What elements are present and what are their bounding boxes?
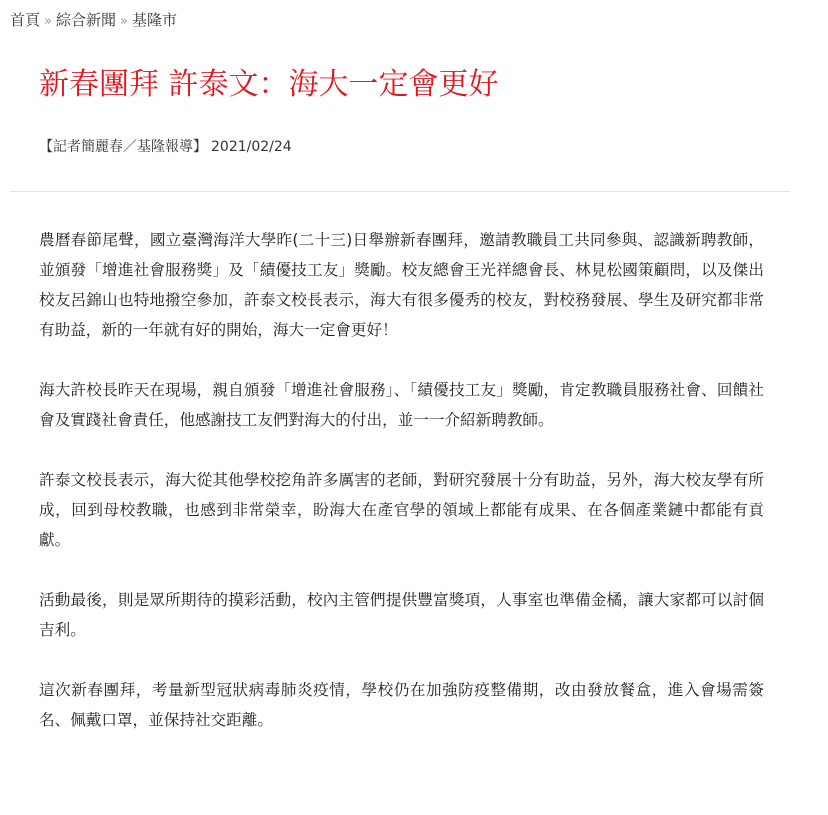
breadcrumb-link-general-news[interactable]: 綜合新聞 — [55, 11, 116, 29]
publish-date: 2021/02/24 — [211, 139, 292, 155]
article-paragraph: 活動最後，則是眾所期待的摸彩活動，校內主管們提供豐富獎項，人事室也準備金橘，讓大家都可以討個吉利。 — [39, 591, 764, 639]
breadcrumb-separator: » — [120, 14, 128, 29]
breadcrumb-link-keelung[interactable]: 基隆市 — [131, 11, 177, 29]
article-paragraph: 海大許校長昨天在現場，親自頒發「增進社會服務」、「績優技工友」獎勵，肯定教職員服務社會、回饋社會及實踐社會責任，他感謝技工友們對海大的付出，並一一介紹新聘教師。 — [39, 381, 764, 429]
article-byline — [39, 137, 292, 157]
article-body — [39, 225, 764, 765]
divider — [10, 191, 790, 192]
reporter-credit: 【記者簡麗春／基隆報導】 — [39, 139, 207, 155]
article-paragraph: 農曆春節尾聲，國立臺灣海洋大學昨(二十三)日舉辦新春團拜，邀請教職員工共同參與、認識新聘教師，並頒發「增進社會服務獎」及「績優技工友」獎勵。校友總會王光祥總會長、林見松國策顧問，以及傑出校友呂錦山也特地撥空參加，許泰文校長表示，海大有很多優秀的校友，對校務發展、學生及研究都非常有助益，新的一年就有好的開始，海大一定會更好！ — [39, 231, 764, 339]
breadcrumb-link-home[interactable]: 首頁 — [10, 11, 41, 29]
article-paragraph: 這次新春團拜，考量新型冠狀病毒肺炎疫情，學校仍在加強防疫整備期，改由發放餐盒，進入會場需簽名、佩戴口罩，並保持社交距離。 — [39, 681, 764, 729]
breadcrumb-separator: » — [44, 14, 52, 29]
article-title: 新春團拜 許泰文：海大一定會更好 — [39, 67, 499, 102]
article-paragraph: 許泰文校長表示，海大從其他學校挖角許多厲害的老師，對研究發展十分有助益，另外，海大校友學有所成，回到母校教職，也感到非常榮幸，盼海大在產官學的領域上都能有成果、在各個產業鏈中都能有貢獻。 — [39, 471, 764, 549]
breadcrumb — [10, 10, 177, 32]
